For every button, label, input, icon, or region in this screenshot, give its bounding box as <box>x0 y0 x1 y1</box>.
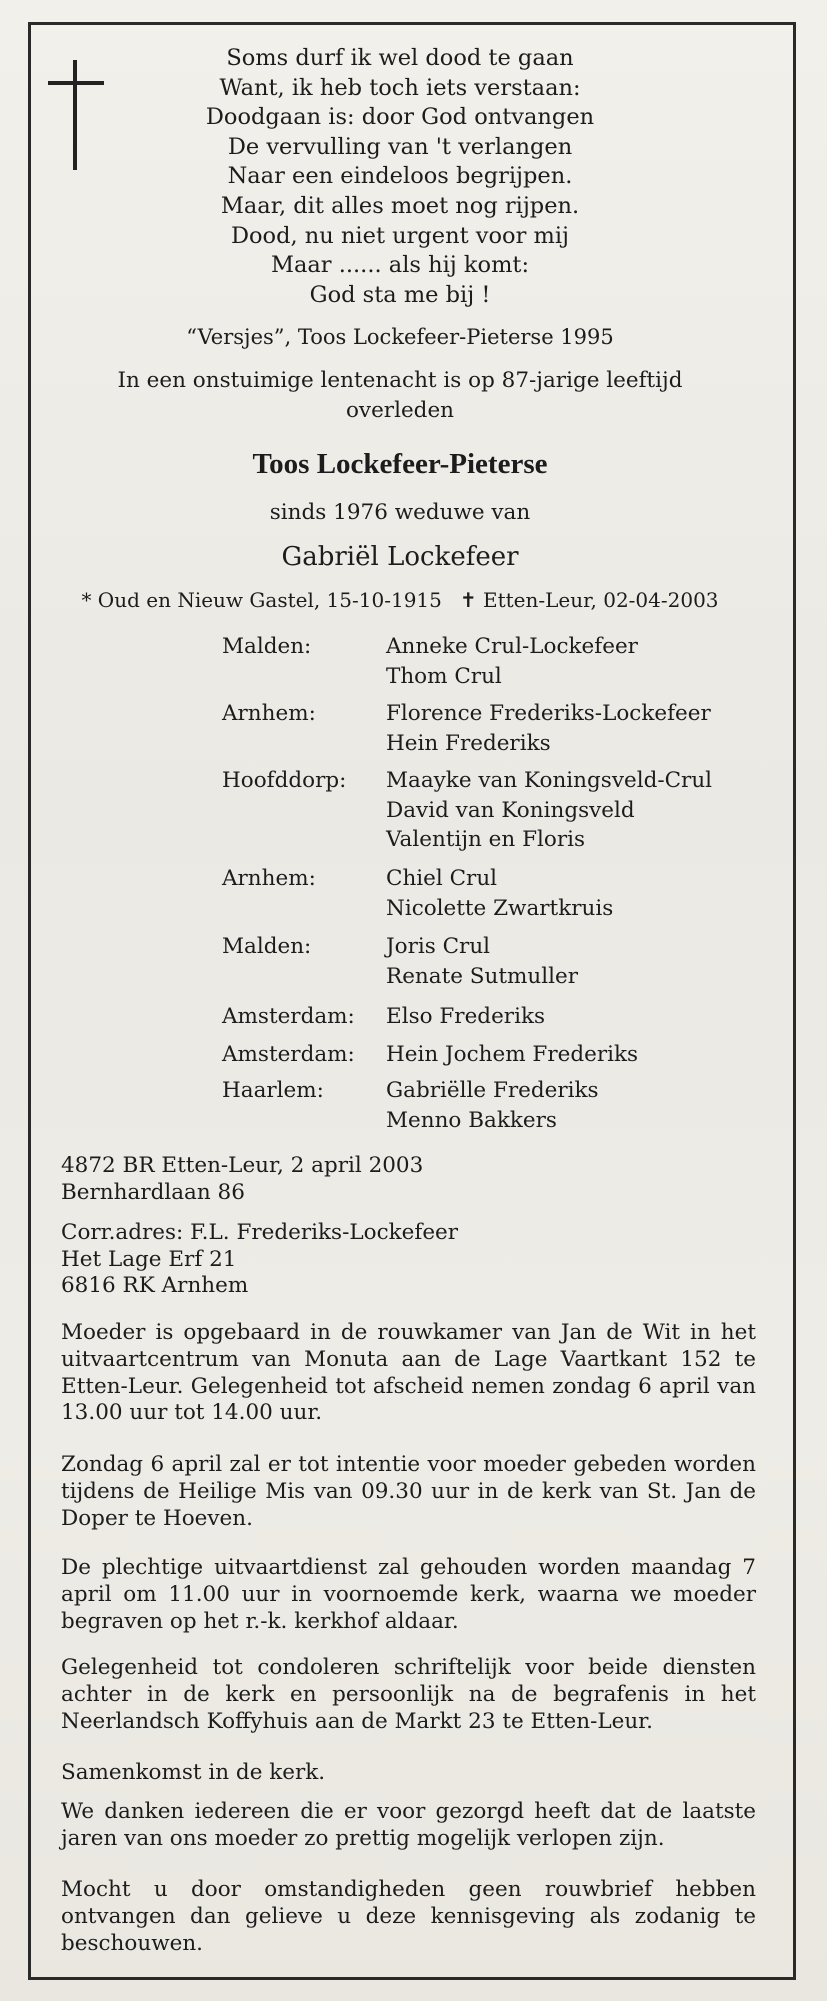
family-place: Malden: <box>222 934 312 959</box>
family-names: Maayke van Koningsveld-Crul David van Koningsveld Valentijn en Floris <box>386 768 713 853</box>
paragraph-condolences: Gelegenheid tot condoleren schriftelijk voor beide diensten achter in de kerk en persoonlijk na de begrafenis in het Neerlandsch Koffyhuis aan de Markt 23 te Etten-Leur. <box>61 1655 756 1734</box>
family-place: Malden: <box>222 634 312 659</box>
family-names: Hein Jochem Frederiks <box>386 1042 639 1067</box>
poem-line: Dood, nu niet urgent voor mij <box>230 222 570 249</box>
paragraph-funeral: De plechtige uitvaartdienst zal gehouden worden maandag 7 april om 11.00 uur in voornoemde kerk, waarna we moeder begraven op het r.-k. kerkhof aldaar. <box>61 1555 756 1634</box>
home-address: 4872 BR Etten-Leur, 2 april 2003 Bernhardlaan 86 <box>61 1153 424 1205</box>
paragraph-thanks: We danken iedereen die er voor gezorgd heeft dat de laatste jaren van ons moeder zo prettig mogelijk verlopen zijn. <box>61 1799 756 1851</box>
birth-date: * Oud en Nieuw Gastel, 15-10-1915 <box>81 588 442 612</box>
poem-attribution: “Versjes”, Toos Lockefeer-Pieterse 1995 <box>186 325 614 349</box>
poem-line: Maar, dit alles moet nog rijpen. <box>220 192 580 219</box>
paragraph-viewing: Moeder is opgebaard in de rouwkamer van Jan de Wit in het uitvaartcentrum van Monuta aan de Lage Vaartkant 152 te Etten-Leur. Gelegenheid tot afscheid nemen zondag 6 april van 13.00 uur tot 14.00 uur. <box>61 1320 756 1426</box>
family-place: Haarlem: <box>222 1078 324 1103</box>
correspondence-address: Corr.adres: F.L. Frederiks-Lockefeer Het Lage Erf 21 6816 RK Arnhem <box>61 1220 459 1298</box>
family-place: Arnhem: <box>222 701 316 726</box>
family-names: Chiel Crul Nicolette Zwartkruis <box>386 866 614 921</box>
family-names: Elso Frederiks <box>386 1004 546 1029</box>
poem <box>150 44 650 310</box>
family-names: Florence Frederiks-Lockefeer Hein Frederiks <box>386 701 711 756</box>
poem-line: Doodgaan is: door God ontvangen <box>205 104 595 131</box>
poem-line: Soms durf ik wel dood te gaan <box>226 45 574 71</box>
poem-line: Want, ik heb toch iets verstaan: <box>219 74 581 101</box>
widow-line: sinds 1976 weduwe van <box>269 500 531 525</box>
death-date: ✝ Etten-Leur, 02-04-2003 <box>459 588 719 612</box>
paragraph-gathering: Samenkomst in de kerk. <box>61 1760 326 1785</box>
family-names: Gabriëlle Frederiks Menno Bakkers <box>386 1078 599 1133</box>
poem-line: Naar een eindeloos begrijpen. <box>227 163 573 190</box>
poem-line: Maar ...... als hij komt: <box>270 252 530 279</box>
family-place: Amsterdam: <box>222 1004 355 1029</box>
birth-death-dates <box>40 588 760 612</box>
family-place: Hoofddorp: <box>222 768 347 793</box>
husband-name: Gabriël Lockefeer <box>281 542 519 572</box>
family-names: Anneke Crul-Lockefeer Thom Crul <box>386 634 638 689</box>
paragraph-notice: Mocht u door omstandigheden geen rouwbrief hebben ontvangen dan gelieve u deze kennisgeving als zodanig te beschouwen. <box>61 1877 756 1956</box>
family-names: Joris Crul Renate Sutmuller <box>386 934 578 989</box>
poem-line: De vervulling van 't verlangen <box>227 133 573 160</box>
poem-line: God sta me bij ! <box>309 281 491 308</box>
deceased-name: Toos Lockefeer-Pieterse <box>252 448 548 480</box>
death-announcement-intro: In een onstuimige lentenacht is op 87-jarige leeftijd overleden <box>117 368 683 423</box>
cross-icon <box>48 60 104 170</box>
family-place: Arnhem: <box>222 866 316 891</box>
family-place: Amsterdam: <box>222 1042 355 1067</box>
paragraph-mass: Zondag 6 april zal er tot intentie voor moeder gebeden worden tijdens de Heilige Mis van 09.30 uur in de kerk van St. Jan de Doper te Hoeven. <box>61 1452 756 1531</box>
